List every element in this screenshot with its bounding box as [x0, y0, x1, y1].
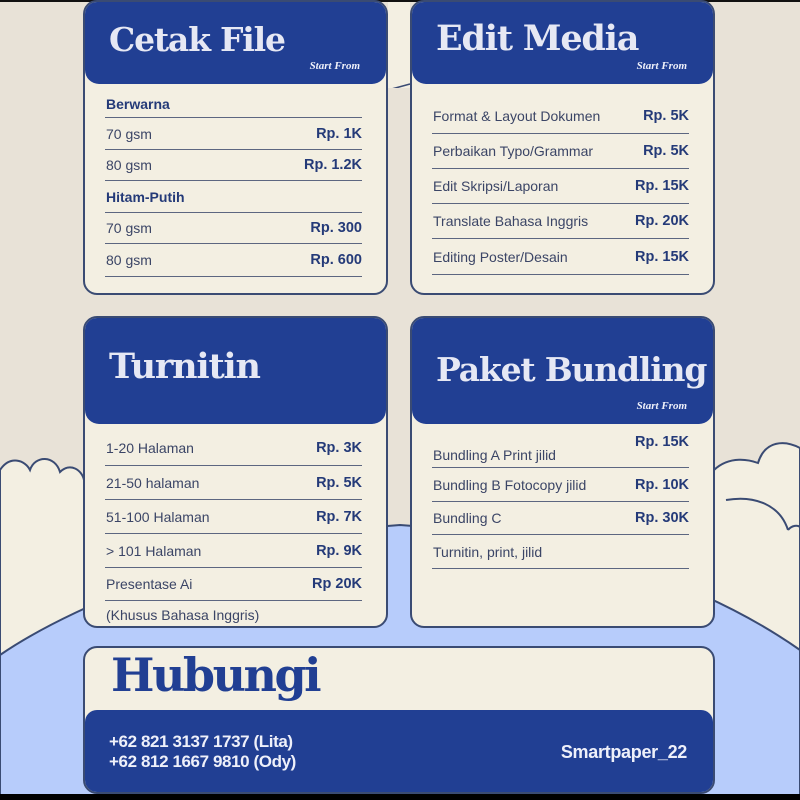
- row-label: Bundling A Print jilid: [433, 447, 556, 463]
- row-label: 70 gsm: [106, 125, 152, 142]
- bottom-edge: [0, 794, 800, 800]
- row-label: Berwarna: [106, 95, 170, 112]
- card-edit-media: [410, 0, 715, 295]
- row-label: > 101 Halaman: [106, 542, 202, 559]
- price-row: [105, 430, 362, 466]
- start-from-label: Start From: [636, 400, 687, 412]
- social-handle[interactable]: Smartpaper_22: [560, 742, 687, 762]
- price-row: [432, 468, 689, 502]
- row-price: Rp. 5K: [316, 474, 362, 491]
- price-row: [432, 239, 689, 275]
- price-list: [432, 432, 689, 569]
- row-label: Format & Layout Dokumen: [433, 107, 601, 124]
- section-header: [105, 90, 362, 118]
- price-row: [432, 134, 689, 169]
- row-price: Rp. 3K: [316, 439, 362, 456]
- row-price: Rp. 600: [310, 252, 362, 268]
- card-cetak-file: [83, 0, 388, 295]
- row-label: Bundling B Fotocopy jilid: [433, 476, 587, 493]
- row-price: Rp. 1.2K: [303, 157, 362, 173]
- card-title: Paket Bundling: [436, 350, 707, 389]
- price-row: [432, 502, 689, 535]
- row-label: Editing Poster/Desain: [433, 248, 568, 265]
- row-price: Rp. 5K: [643, 143, 689, 159]
- row-label: Perbaikan Typo/Grammar: [433, 143, 594, 159]
- card-header: [85, 2, 386, 84]
- price-row: [432, 98, 689, 134]
- price-list: [105, 90, 362, 277]
- price-row: [105, 534, 362, 568]
- row-price: Rp. 10K: [635, 476, 689, 493]
- row-price: Rp. 15K: [635, 434, 689, 450]
- price-row: [105, 150, 362, 181]
- card-header: [412, 318, 713, 424]
- price-row-note: [105, 601, 362, 628]
- row-price: Rp. 300: [310, 220, 362, 236]
- card-turnitin: [83, 316, 388, 628]
- row-label: 70 gsm: [106, 220, 152, 236]
- row-price: Rp. 15K: [635, 178, 689, 194]
- price-row: [432, 204, 689, 239]
- row-price: Rp. 5K: [643, 107, 689, 124]
- price-list: [432, 98, 689, 275]
- price-row: [105, 118, 362, 150]
- phone-list: [109, 732, 296, 772]
- row-label: 80 gsm: [106, 252, 152, 268]
- price-list: [105, 430, 362, 628]
- row-label: Hitam-Putih: [106, 188, 185, 205]
- price-row: [105, 500, 362, 534]
- row-price: Rp 20K: [312, 576, 362, 592]
- contact-band: [85, 710, 713, 792]
- price-row: [105, 213, 362, 244]
- card-header: [85, 318, 386, 424]
- contact-card: [83, 646, 715, 794]
- price-row: [432, 535, 689, 569]
- card-title: Edit Media: [436, 18, 639, 59]
- start-from-label: Start From: [636, 60, 687, 72]
- row-label: Turnitin, print, jilid: [433, 543, 543, 560]
- card-title: Cetak File: [109, 20, 285, 59]
- row-label: Presentase Ai: [106, 576, 193, 592]
- row-label: Edit Skripsi/Laporan: [433, 178, 559, 194]
- card-header: [412, 2, 713, 84]
- row-label: 1-20 Halaman: [106, 439, 194, 456]
- row-label: 51-100 Halaman: [106, 508, 210, 525]
- row-label: (Khusus Bahasa Inggris): [106, 607, 260, 623]
- phone-number-lita[interactable]: +62 821 3137 1737 (Lita): [109, 732, 293, 751]
- section-header: [105, 181, 362, 213]
- contact-title: Hubungi: [111, 648, 320, 702]
- row-price: Rp. 1K: [316, 125, 362, 142]
- row-label: 21-50 halaman: [106, 474, 200, 491]
- price-row: [432, 169, 689, 204]
- card-title: Turnitin: [109, 346, 260, 387]
- price-row: [105, 568, 362, 601]
- row-label: Bundling C: [433, 510, 502, 526]
- row-label: 80 gsm: [106, 157, 152, 173]
- price-row: [432, 432, 689, 468]
- row-label: Translate Bahasa Inggris: [433, 213, 589, 229]
- price-row: [105, 466, 362, 500]
- row-price: Rp. 20K: [635, 213, 689, 229]
- row-price: Rp. 30K: [635, 510, 689, 526]
- phone-number-ody[interactable]: +62 812 1667 9810 (Ody): [109, 752, 296, 771]
- row-price: Rp. 7K: [316, 508, 362, 525]
- row-price: Rp. 9K: [316, 542, 362, 559]
- start-from-label: Start From: [309, 60, 360, 72]
- card-paket-bundling: [410, 316, 715, 628]
- row-price: Rp. 15K: [635, 248, 689, 265]
- price-row: [105, 244, 362, 277]
